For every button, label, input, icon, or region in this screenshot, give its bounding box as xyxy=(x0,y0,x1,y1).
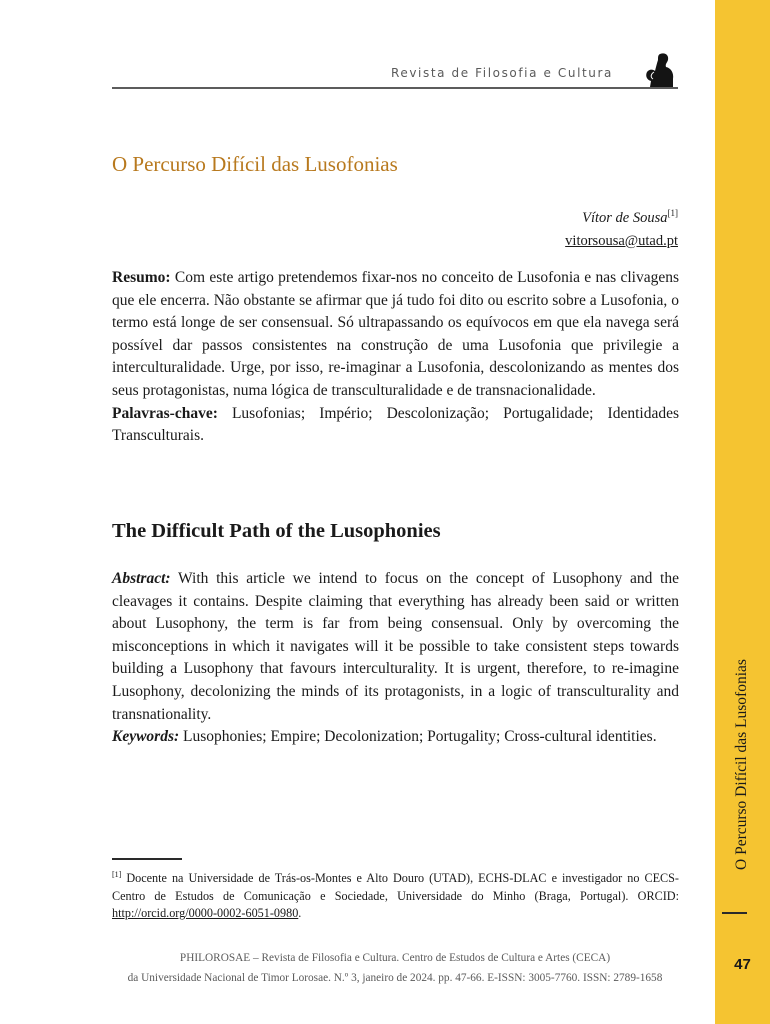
author-note-ref[interactable]: [1] xyxy=(667,208,678,218)
abstract-pt xyxy=(112,267,679,448)
orcid-link[interactable]: http://orcid.org/0000-0002-6051-0980 xyxy=(112,906,299,921)
abstract-pt-label: Resumo: xyxy=(112,269,171,286)
article-title-en: The Difficult Path of the Lusophonies xyxy=(112,520,441,542)
side-color-band xyxy=(715,0,770,1024)
footnote-text: Docente na Universidade de Trás-os-Montes e Alto Douro (UTAD), ECHS-DLAC e investigador no CECS-Centro de Estudos de Comunicação e Sociedade, Universidade do Minho (Braga, Portugal). ORCID: xyxy=(112,871,679,903)
author-name xyxy=(565,202,678,230)
abstract-en xyxy=(112,568,679,749)
journal-header xyxy=(112,50,678,90)
abstract-en-label: Abstract: xyxy=(112,570,171,587)
sidebar-rule xyxy=(722,912,747,914)
keywords-en-text: Lusophonies; Empire; Decolonization; Portugality; Cross-cultural identities. xyxy=(179,728,657,746)
running-title: O Percurso Difícil das Lusofonias xyxy=(733,659,750,870)
footnote-end: . xyxy=(298,906,302,921)
page-footer xyxy=(112,948,678,988)
footnote-rule xyxy=(112,858,182,860)
article-title-pt: O Percurso Difícil das Lusofonias xyxy=(112,152,398,176)
header-rule xyxy=(112,87,678,89)
keywords-en-label: Keywords: xyxy=(112,728,180,746)
abstract-pt-text: Com este artigo pretendemos fixar-nos no conceito de Lusofonia e nas clivagens que ele encerra. Não obstante se afirmar que já tudo foi dito ou escrito sobre a Lusofonia, o termo está longe de ser consensual. Só ultrapassando os equívocos em que ela navega será possível dar passos consistentes na construção de uma Lusofonia que privilegie a interculturalidade. Urge, por isso, re-imaginar a Lusofonia, descolonizando as mentes dos seus protagonistas, numa lógica de transculturalidade e de transnacionalidade. xyxy=(112,269,679,399)
author-block xyxy=(565,202,678,253)
footnote xyxy=(112,866,679,923)
abstract-en-text: With this article we intend to focus on the concept of Lusophony and the cleavages it contains. Despite claiming that everything has already been said or written about Lusophony, the term is far from being consensual. Only by overcoming the misconceptions in which it navigates will it be possible to take consistent steps towards building a Lusophony that favours interculturality. It is urgent, therefore, to re-imagine Lusophony, decolonizing the minds of its protagonists, in a logic of transculturality and transnationality. xyxy=(112,570,679,723)
journal-name: Revista de Filosofia e Cultura xyxy=(390,66,613,80)
page-number: 47 xyxy=(734,956,751,973)
thinker-statue-icon xyxy=(638,50,678,88)
footnote-marker: [1] xyxy=(112,870,122,879)
footer-line-1: PHILOROSAE – Revista de Filosofia e Cultura. Centro de Estudos de Cultura e Artes (CECA) xyxy=(179,952,611,964)
footer-line-2: da Universidade Nacional de Timor Lorosae. N.º 3, janeiro de 2024. pp. 47-66. E-ISSN: 3005-7760. ISSN: 2789-1658 xyxy=(127,972,663,984)
author-name-text: Vítor de Sousa xyxy=(582,209,668,226)
author-email-link[interactable]: vitorsousa@utad.pt xyxy=(565,232,678,249)
keywords-pt-label: Palavras-chave: xyxy=(112,404,218,422)
keywords-pt-text: Lusofonias; Império; Descolonização; Portugalidade; Identidades Transculturais. xyxy=(112,404,679,445)
